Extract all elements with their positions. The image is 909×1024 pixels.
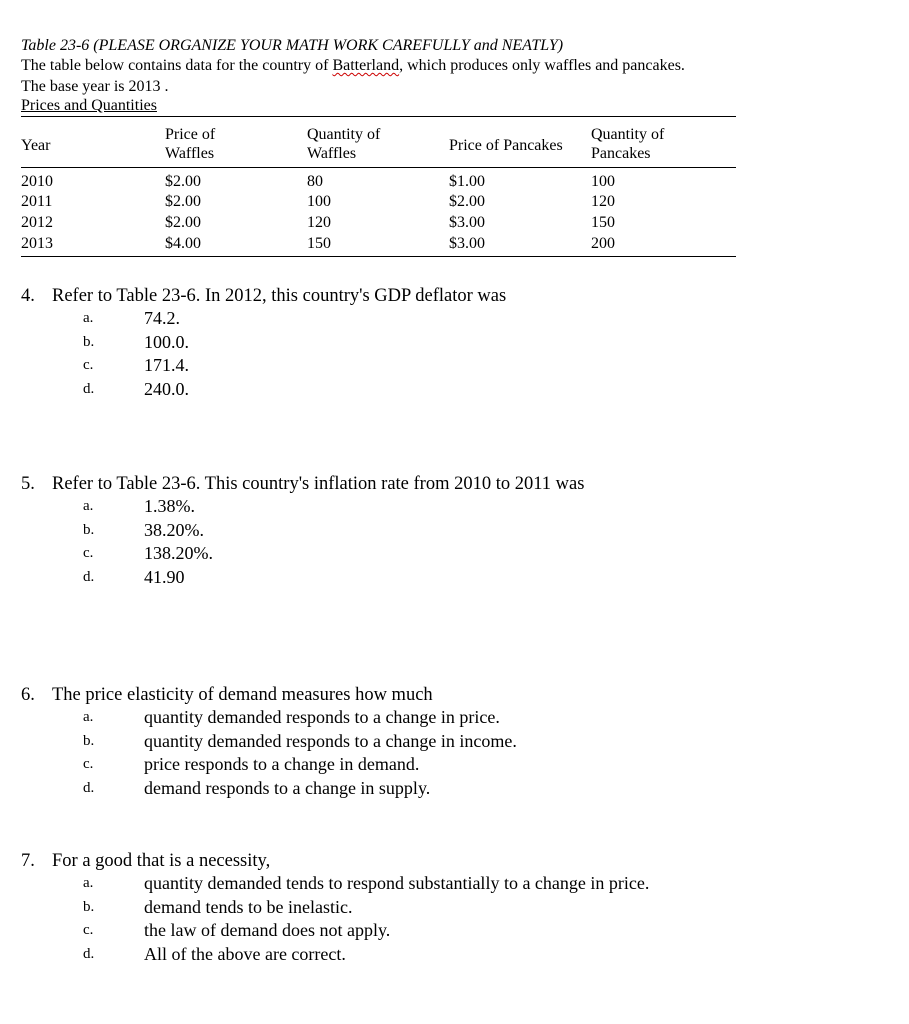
option-text: the law of demand does not apply. — [144, 920, 391, 940]
option-text: 171.4. — [144, 355, 189, 375]
option-letter: b. — [83, 732, 95, 749]
answer-option[interactable] — [21, 495, 584, 519]
cell-price-pancakes: $3.00 — [449, 235, 485, 252]
option-text: 138.20%. — [144, 543, 213, 563]
option-text: price responds to a change in demand. — [144, 754, 420, 774]
option-text: quantity demanded responds to a change in income. — [144, 730, 517, 751]
answer-option[interactable] — [21, 730, 517, 754]
option-letter: a. — [83, 875, 94, 891]
option-letter: d. — [83, 779, 95, 796]
country-name: Batterland — [332, 57, 400, 74]
answer-option[interactable] — [21, 706, 500, 730]
cell-qty-waffles: 100 — [307, 193, 331, 210]
answer-option[interactable] — [21, 872, 650, 896]
question-stem — [21, 684, 433, 706]
option-letter: d. — [83, 568, 95, 585]
question-6 — [21, 684, 517, 800]
answer-option[interactable] — [21, 566, 584, 590]
cell-qty-pancakes: 100 — [591, 173, 615, 190]
answer-option[interactable] — [21, 331, 506, 355]
answer-option[interactable] — [21, 542, 584, 566]
header-price-waffles-line1: Price of — [165, 126, 216, 143]
cell-year: 2012 — [21, 214, 53, 231]
answer-option[interactable] — [21, 307, 506, 331]
cell-qty-waffles: 150 — [307, 235, 331, 252]
option-text: 41.90 — [144, 566, 185, 587]
answer-option[interactable] — [21, 378, 506, 402]
header-qty-pancakes — [591, 125, 664, 164]
option-text: demand responds to a change in supply. — [144, 777, 431, 798]
header-price-waffles — [165, 125, 215, 164]
option-text: 100.0. — [144, 331, 189, 352]
option-letter: a. — [83, 498, 94, 514]
cell-price-waffles: $2.00 — [165, 173, 201, 190]
option-text: 74.2. — [144, 308, 180, 328]
question-text: For a good that is a necessity, — [52, 851, 271, 871]
option-text: 38.20%. — [144, 519, 204, 540]
question-5 — [21, 473, 584, 589]
question-number: 5. — [21, 474, 35, 494]
cell-year: 2011 — [21, 193, 53, 210]
table-top-rule — [21, 116, 736, 117]
header-price-pancakes: Price of Pancakes — [449, 137, 563, 154]
question-text: Refer to Table 23-6. In 2012, this country's GDP deflator was — [52, 286, 507, 306]
question-number: 4. — [21, 286, 35, 306]
option-letter: c. — [83, 545, 94, 561]
cell-qty-waffles: 80 — [307, 173, 323, 190]
answer-option[interactable] — [21, 896, 353, 920]
question-stem — [21, 850, 270, 872]
cell-price-pancakes: $2.00 — [449, 193, 485, 210]
question-4 — [21, 285, 506, 401]
option-letter: c. — [83, 922, 94, 938]
description-prefix: The table below contains data for the country of — [21, 57, 333, 74]
header-qty-waffles-line1: Quantity of — [307, 126, 381, 143]
option-text: quantity demanded responds to a change in price. — [144, 707, 500, 727]
option-letter: c. — [83, 756, 94, 772]
base-year-note: The base year is 2013 . — [21, 78, 169, 95]
option-text: quantity demanded tends to respond substantially to a change in price. — [144, 873, 650, 893]
header-price-waffles-line2: Waffles — [165, 145, 215, 162]
cell-price-waffles: $2.00 — [165, 214, 201, 231]
data-table — [21, 116, 736, 258]
header-qty-waffles — [307, 125, 380, 164]
answer-option[interactable] — [21, 753, 433, 777]
answer-option[interactable] — [21, 354, 506, 378]
question-stem — [21, 285, 506, 307]
answer-option[interactable] — [21, 943, 346, 967]
cell-qty-waffles: 120 — [307, 214, 331, 231]
option-letter: b. — [83, 898, 95, 915]
option-text: 1.38%. — [144, 496, 195, 516]
cell-qty-pancakes: 150 — [591, 214, 615, 231]
description-suffix: , which produces only waffles and pancakes. — [399, 57, 685, 74]
option-letter: b. — [83, 521, 95, 538]
cell-price-waffles: $4.00 — [165, 235, 201, 252]
cell-qty-pancakes: 200 — [591, 235, 615, 252]
question-text: Refer to Table 23-6. This country's inflation rate from 2010 to 2011 was — [52, 474, 585, 494]
option-letter: d. — [83, 945, 95, 962]
table-bottom-rule — [21, 256, 736, 257]
answer-option[interactable] — [21, 519, 584, 543]
answer-option[interactable] — [21, 919, 391, 943]
cell-price-pancakes: $1.00 — [449, 173, 485, 190]
cell-year: 2010 — [21, 173, 53, 190]
table-title: Table 23-6 (PLEASE ORGANIZE YOUR MATH WORK CAREFULLY and NEATLY) — [21, 37, 564, 54]
table-header-rule — [21, 167, 736, 168]
option-letter: a. — [83, 709, 94, 725]
header-qty-pancakes-line1: Quantity of — [591, 126, 665, 143]
question-text: The price elasticity of demand measures how much — [52, 685, 433, 705]
header-qty-waffles-line2: Waffles — [307, 145, 357, 162]
answer-option[interactable] — [21, 777, 433, 801]
header-qty-pancakes-line2: Pancakes — [591, 145, 651, 162]
question-number: 7. — [21, 851, 35, 871]
question-7 — [21, 850, 650, 966]
option-text: All of the above are correct. — [144, 943, 346, 964]
cell-qty-pancakes: 120 — [591, 193, 615, 210]
cell-price-pancakes: $3.00 — [449, 214, 485, 231]
option-text: 240.0. — [144, 378, 189, 399]
question-number: 6. — [21, 685, 35, 705]
option-letter: d. — [83, 380, 95, 397]
option-letter: c. — [83, 357, 94, 373]
cell-year: 2013 — [21, 235, 53, 252]
option-text: demand tends to be inelastic. — [144, 896, 353, 917]
cell-price-waffles: $2.00 — [165, 193, 201, 210]
table-caption: Prices and Quantities — [21, 97, 157, 114]
option-letter: b. — [83, 333, 95, 350]
table-description — [21, 57, 685, 75]
question-stem — [21, 473, 584, 495]
option-letter: a. — [83, 310, 94, 326]
header-year: Year — [21, 137, 51, 154]
